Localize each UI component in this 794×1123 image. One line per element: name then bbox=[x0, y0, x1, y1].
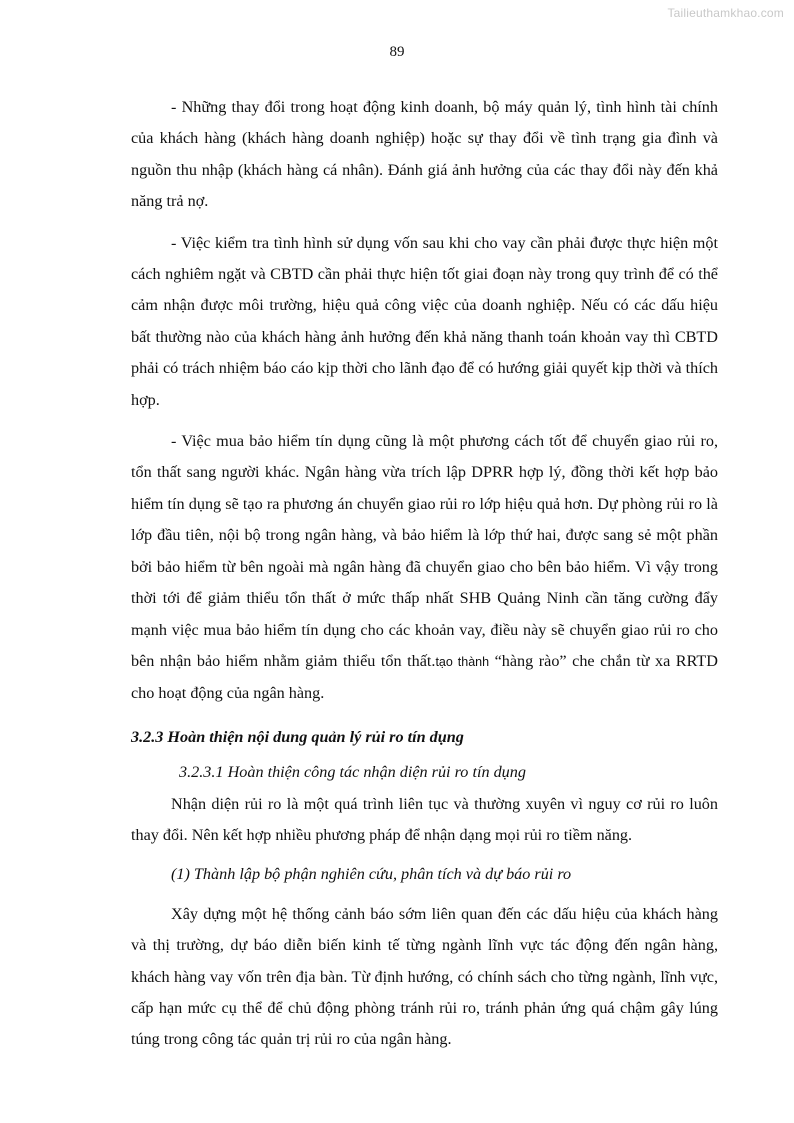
document-body bbox=[131, 92, 718, 1056]
item-heading-1: (1) Thành lập bộ phận nghiên cứu, phân tích và dự báo rủi ro bbox=[171, 865, 572, 884]
section-heading-3-2-3: 3.2.3 Hoàn thiện nội dung quản lý rủi ro tín dụng bbox=[131, 727, 464, 746]
paragraph-risk-identification: Nhận diện rủi ro là một quá trình liên tục và thường xuyên vì nguy cơ rủi ro luôn thay đổi. Nên kết hợp nhiều phương pháp để nhận dạng mọi rủi ro tiềm năng. bbox=[131, 794, 718, 844]
paragraph-early-warning: Xây dựng một hệ thống cảnh báo sớm liên quan đến các dấu hiệu của khách hàng và thị trường, dự báo diễn biến kinh tế từng ngành lĩnh vực tác động đến ngân hàng, khách hàng vay vốn trên địa bàn. Từ định hướng, có chính sách cho từng ngành, lĩnh vực, cấp hạn mức cụ thể để chủ động phòng tránh rủi ro, tránh phản ứng quá chậm gây lúng túng trong công tác quản trị rủi ro của ngân hàng. bbox=[131, 904, 718, 1049]
paragraph-credit-insurance-inline: tạo thành bbox=[435, 654, 490, 669]
page-number: 89 bbox=[389, 44, 405, 60]
paragraph-capital-usage-check: - Việc kiểm tra tình hình sử dụng vốn sau khi cho vay cần phải được thực hiện một cách nghiêm ngặt và CBTD cần phải thực hiện tốt giai đoạn này trong quy trình để có thể cảm nhận được môi trường, hiệu quả công việc của doanh nghiệp. Nếu có các dấu hiệu bất thường nào của khách hàng ảnh hưởng đến khả năng thanh toán khoản vay thì CBTD phải có trách nhiệm báo cáo kịp thời cho lãnh đạo để có hướng giải quyết kịp thời và thích hợp. bbox=[131, 233, 718, 409]
paragraph-credit-insurance-end: “hàng rào” che chắn từ xa RRTD cho hoạt động của ngân hàng. bbox=[131, 651, 718, 703]
subsection-heading-3-2-3-1: 3.2.3.1 Hoàn thiện công tác nhận diện rủi ro tín dụng bbox=[179, 763, 526, 782]
paragraph-credit-insurance-main: - Việc mua bảo hiểm tín dụng cũng là một phương cách tốt để chuyển giao rủi ro, tổn thất sang người khác. Ngân hàng vừa trích lập DPRR hợp lý, đồng thời kết hợp bảo hiểm tín dụng sẽ tạo ra phương án chuyển giao rủi ro lớp hiệu quả hơn. Dự phòng rủi ro là lớp đầu tiên, nội bộ trong ngân hàng, và bảo hiểm là lớp thứ hai, được sang sẻ một phần bởi bảo hiểm từ bên ngoài mà ngân hàng đã chuyển giao cho bên bảo hiểm. Vì vậy trong thời tới để giảm thiểu tổn thất ở mức thấp nhất SHB Quảng Ninh cần tăng cường đẩy mạnh việc mua bảo hiểm tín dụng cho các khoản vay, điều này sẽ chuyển giao rủi ro cho bên nhận bảo hiểm nhằm giảm thiểu tổn thất. bbox=[131, 432, 718, 670]
watermark: Tailieuthamkhao.com bbox=[667, 6, 784, 20]
paragraph-credit-insurance bbox=[131, 426, 718, 710]
paragraph-business-changes: - Những thay đổi trong hoạt động kinh doanh, bộ máy quản lý, tình hình tài chính của khách hàng (khách hàng doanh nghiệp) hoặc sự thay đổi về tình trạng gia đình và nguồn thu nhập (khách hàng cá nhân). Đánh giá ảnh hưởng của các thay đổi này đến khả năng trả nợ. bbox=[131, 98, 718, 211]
